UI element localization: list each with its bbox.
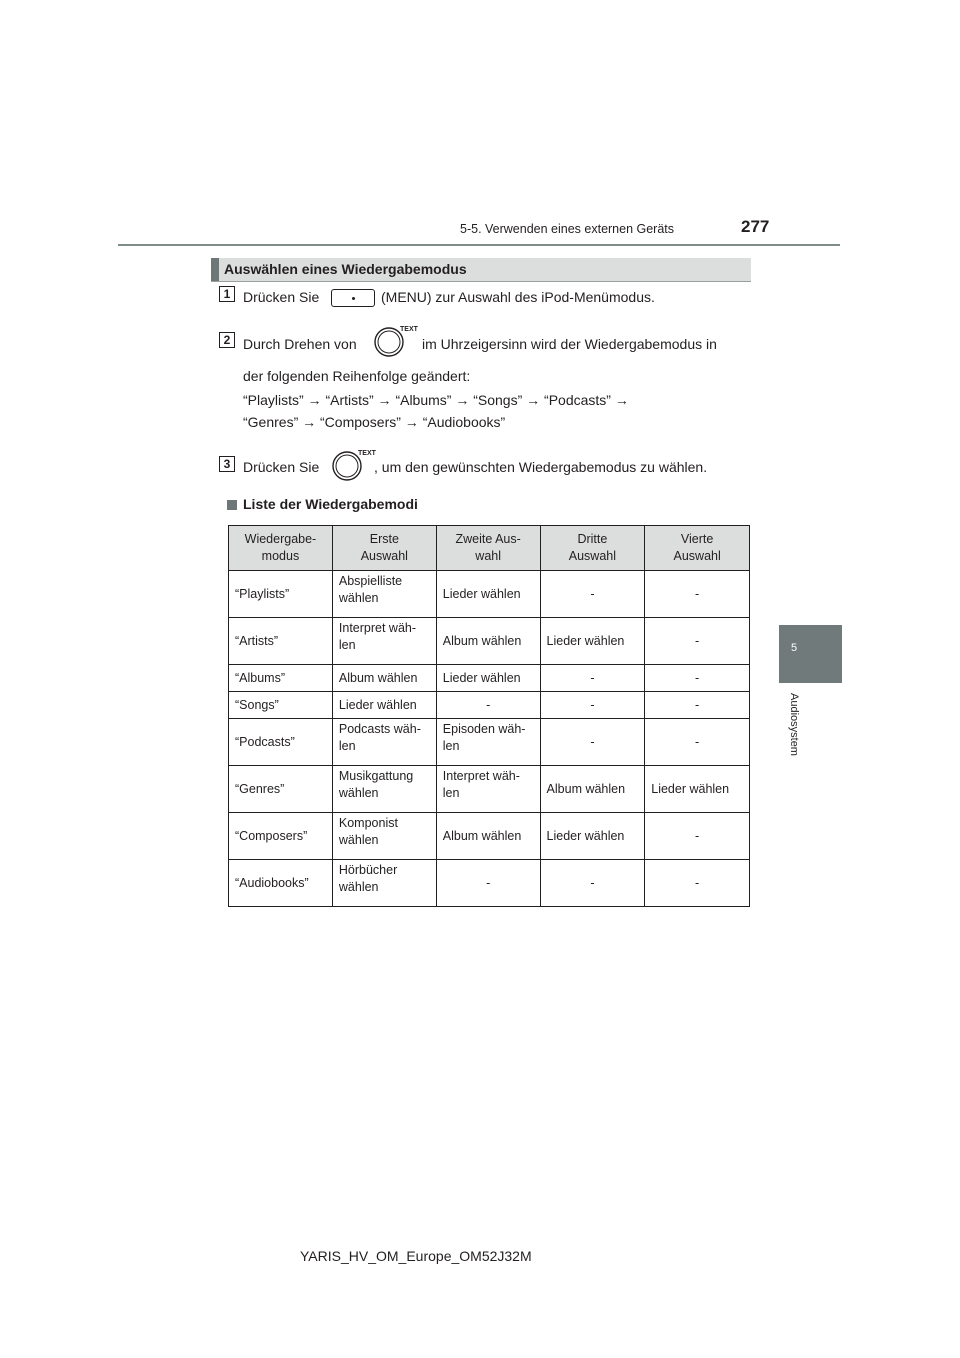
menu-button-icon — [331, 289, 375, 307]
section-heading-accent — [211, 258, 219, 281]
step-3-text-before: Drücken Sie — [243, 459, 320, 475]
cell-second: Album wählen — [436, 618, 540, 665]
cell-mode: “Audiobooks” — [229, 860, 333, 907]
document-footer: YARIS_HV_OM_Europe_OM52J32M — [300, 1248, 532, 1264]
table-row — [229, 719, 750, 766]
cell-fourth: - — [645, 665, 750, 692]
step-1-text-after: (MENU) zur Auswahl des iPod-Menümodus. — [381, 289, 655, 305]
cell-third: - — [540, 665, 645, 692]
step-marker-3: 3 — [219, 456, 235, 472]
cell-mode: “Podcasts” — [229, 719, 333, 766]
subheading-title: Liste der Wiedergabemodi — [243, 496, 418, 512]
cell-third: - — [540, 860, 645, 907]
page-number: 277 — [741, 217, 770, 236]
cell-second: Interpret wäh-len — [436, 766, 540, 813]
chapter-tab-label: Audiosystem — [788, 693, 800, 756]
table-row — [229, 618, 750, 665]
cell-second: Lieder wählen — [436, 665, 540, 692]
step-2-text-after: im Uhrzeigersinn wird der Wiedergabemodus in — [422, 336, 717, 352]
step-3-text-after: , um den gewünschten Wiedergabemodus zu wählen. — [374, 459, 708, 475]
svg-text:TEXT: TEXT — [400, 326, 418, 333]
col-header-fourth: Vierte Auswahl — [645, 526, 750, 571]
cell-fourth: - — [645, 860, 750, 907]
step-2-mode-sequence-1: “Playlists” → “Artists” → “Albums” → “Songs” → “Podcasts” → — [243, 392, 629, 408]
playback-mode-table — [228, 525, 750, 907]
cell-mode: “Playlists” — [229, 571, 333, 618]
subheading-square-icon — [227, 500, 237, 510]
cell-mode: “Songs” — [229, 692, 333, 719]
cell-fourth: - — [645, 618, 750, 665]
step-marker-2: 2 — [219, 332, 235, 348]
section-title: Auswählen eines Wiedergabemodus — [224, 261, 467, 277]
cell-fourth: - — [645, 692, 750, 719]
table-row — [229, 813, 750, 860]
step-marker-1: 1 — [219, 286, 235, 302]
cell-fourth: Lieder wählen — [645, 766, 750, 813]
text-knob-icon — [370, 322, 418, 358]
table-row — [229, 571, 750, 618]
table-row — [229, 860, 750, 907]
cell-second: Episoden wäh-len — [436, 719, 540, 766]
cell-third: Album wählen — [540, 766, 645, 813]
cell-first: Hörbücher wählen — [332, 860, 436, 907]
table-row — [229, 692, 750, 719]
cell-third: - — [540, 719, 645, 766]
chapter-tab — [779, 625, 842, 683]
cell-third: Lieder wählen — [540, 813, 645, 860]
step-2-text-before: Durch Drehen von — [243, 336, 357, 352]
cell-first: Interpret wäh-len — [332, 618, 436, 665]
cell-first: Komponist wählen — [332, 813, 436, 860]
cell-second: Album wählen — [436, 813, 540, 860]
step-2-mode-sequence-2: “Genres” → “Composers” → “Audiobooks” — [243, 414, 506, 430]
step-1-text-before: Drücken Sie — [243, 289, 320, 305]
svg-text:TEXT: TEXT — [358, 450, 376, 457]
col-header-third: Dritte Auswahl — [540, 526, 645, 571]
cell-fourth: - — [645, 571, 750, 618]
col-header-second: Zweite Aus- wahl — [436, 526, 540, 571]
col-header-first: Erste Auswahl — [332, 526, 436, 571]
cell-third: - — [540, 571, 645, 618]
cell-second: Lieder wählen — [436, 571, 540, 618]
text-knob-icon — [328, 446, 376, 482]
cell-first: Podcasts wäh-len — [332, 719, 436, 766]
cell-third: - — [540, 692, 645, 719]
cell-first: Album wählen — [332, 665, 436, 692]
cell-fourth: - — [645, 813, 750, 860]
cell-third: Lieder wählen — [540, 618, 645, 665]
cell-fourth: - — [645, 719, 750, 766]
header-rule — [118, 244, 840, 246]
col-header-mode: Wiedergabe- modus — [229, 526, 333, 571]
cell-second: - — [436, 692, 540, 719]
table-header-row — [229, 526, 750, 571]
cell-second: - — [436, 860, 540, 907]
section-heading-underline — [211, 281, 751, 282]
step-2-line-2: der folgenden Reihenfolge geändert: — [243, 368, 471, 384]
menu-button-dot — [352, 297, 355, 300]
cell-first: Abspielliste wählen — [332, 571, 436, 618]
running-header-section: 5-5. Verwenden eines externen Geräts — [460, 222, 675, 236]
table-row — [229, 665, 750, 692]
cell-mode: “Artists” — [229, 618, 333, 665]
table-row — [229, 766, 750, 813]
cell-mode: “Albums” — [229, 665, 333, 692]
cell-mode: “Genres” — [229, 766, 333, 813]
cell-first: Lieder wählen — [332, 692, 436, 719]
cell-mode: “Composers” — [229, 813, 333, 860]
cell-first: Musikgattung wählen — [332, 766, 436, 813]
chapter-tab-number: 5 — [790, 642, 798, 654]
